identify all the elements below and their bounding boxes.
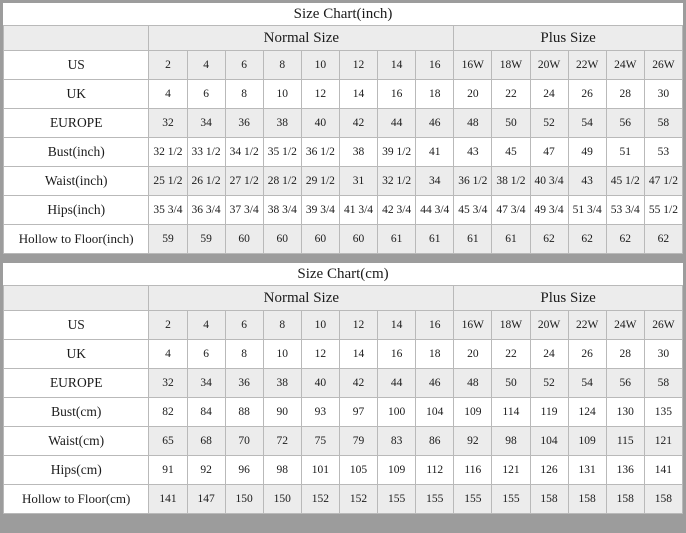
cell: 31 <box>339 167 377 196</box>
cell: 18 <box>416 80 454 109</box>
cell: 92 <box>187 456 225 485</box>
cell: 91 <box>149 456 187 485</box>
row-label: Hollow to Floor(inch) <box>4 225 149 254</box>
cell: 16 <box>378 340 416 369</box>
table-row <box>4 456 683 485</box>
cell: 58 <box>644 369 682 398</box>
cell: 59 <box>187 225 225 254</box>
group-row-corner <box>4 286 149 311</box>
cell: 86 <box>416 427 454 456</box>
cell: 48 <box>454 109 492 138</box>
cell: 34 <box>187 109 225 138</box>
cell: 22W <box>568 51 606 80</box>
group-normal-size: Normal Size <box>149 286 454 311</box>
cell: 26 <box>568 340 606 369</box>
table-row <box>4 109 683 138</box>
cell: 35 3/4 <box>149 196 187 225</box>
cell: 158 <box>644 485 682 514</box>
cell: 68 <box>187 427 225 456</box>
cell: 124 <box>568 398 606 427</box>
cell: 18 <box>416 340 454 369</box>
chart-title-row <box>4 3 683 26</box>
cell: 130 <box>606 398 644 427</box>
cell: 8 <box>225 80 263 109</box>
cell: 98 <box>263 456 301 485</box>
cell: 43 <box>568 167 606 196</box>
cell: 36 3/4 <box>187 196 225 225</box>
cell: 44 <box>378 109 416 138</box>
cell: 26 <box>568 80 606 109</box>
cell: 60 <box>339 225 377 254</box>
cell: 10 <box>263 340 301 369</box>
cell: 36 <box>225 109 263 138</box>
cell: 61 <box>416 225 454 254</box>
size-chart-cm <box>3 263 683 514</box>
cell: 35 1/2 <box>263 138 301 167</box>
cell: 39 3/4 <box>301 196 339 225</box>
cell: 10 <box>263 80 301 109</box>
table-row <box>4 80 683 109</box>
cell: 22W <box>568 311 606 340</box>
cell: 105 <box>339 456 377 485</box>
table-row <box>4 51 683 80</box>
cell: 26W <box>644 311 682 340</box>
cell: 136 <box>606 456 644 485</box>
cell: 32 <box>149 369 187 398</box>
cell: 47 <box>530 138 568 167</box>
cell: 12 <box>301 80 339 109</box>
cell: 55 1/2 <box>644 196 682 225</box>
cell: 37 3/4 <box>225 196 263 225</box>
cell: 121 <box>644 427 682 456</box>
cell: 150 <box>225 485 263 514</box>
cell: 14 <box>378 311 416 340</box>
cell: 10 <box>301 51 339 80</box>
cell: 53 <box>644 138 682 167</box>
cell: 16 <box>416 51 454 80</box>
cell: 34 <box>416 167 454 196</box>
cell: 70 <box>225 427 263 456</box>
cell: 36 1/2 <box>301 138 339 167</box>
chart-divider <box>0 254 686 260</box>
cell: 155 <box>378 485 416 514</box>
size-chart-inch <box>3 3 683 254</box>
cell: 155 <box>492 485 530 514</box>
cell: 16 <box>416 311 454 340</box>
cell: 51 <box>606 138 644 167</box>
cell: 4 <box>187 311 225 340</box>
cell: 16W <box>454 51 492 80</box>
cell: 32 1/2 <box>149 138 187 167</box>
cell: 114 <box>492 398 530 427</box>
cell: 61 <box>492 225 530 254</box>
cell: 4 <box>149 80 187 109</box>
row-label: UK <box>4 340 149 369</box>
cell: 32 1/2 <box>378 167 416 196</box>
cell: 20 <box>454 80 492 109</box>
cell: 135 <box>644 398 682 427</box>
cell: 18W <box>492 51 530 80</box>
cell: 22 <box>492 80 530 109</box>
cell: 14 <box>339 340 377 369</box>
cell: 16W <box>454 311 492 340</box>
group-plus-size: Plus Size <box>454 26 683 51</box>
cell: 38 1/2 <box>492 167 530 196</box>
row-label: UK <box>4 80 149 109</box>
chart-title: Size Chart(inch) <box>4 3 683 26</box>
row-label: Hips(cm) <box>4 456 149 485</box>
cell: 46 <box>416 369 454 398</box>
cell: 30 <box>644 80 682 109</box>
cell: 53 3/4 <box>606 196 644 225</box>
cell: 39 1/2 <box>378 138 416 167</box>
cell: 79 <box>339 427 377 456</box>
cell: 60 <box>301 225 339 254</box>
cell: 104 <box>416 398 454 427</box>
cell: 155 <box>454 485 492 514</box>
cell: 6 <box>225 51 263 80</box>
cell: 52 <box>530 369 568 398</box>
chart-group-row <box>4 26 683 51</box>
cell: 22 <box>492 340 530 369</box>
cell: 24W <box>606 51 644 80</box>
cell: 101 <box>301 456 339 485</box>
table-row <box>4 340 683 369</box>
cell: 72 <box>263 427 301 456</box>
cell: 104 <box>530 427 568 456</box>
table-row <box>4 138 683 167</box>
cell: 83 <box>378 427 416 456</box>
cell: 44 3/4 <box>416 196 454 225</box>
cell: 147 <box>187 485 225 514</box>
cell: 126 <box>530 456 568 485</box>
cell: 24W <box>606 311 644 340</box>
row-label: US <box>4 51 149 80</box>
cell: 50 <box>492 109 530 138</box>
cell: 48 <box>454 369 492 398</box>
cell: 60 <box>263 225 301 254</box>
cell: 96 <box>225 456 263 485</box>
cell: 97 <box>339 398 377 427</box>
cell: 25 1/2 <box>149 167 187 196</box>
cell: 158 <box>530 485 568 514</box>
cell: 158 <box>606 485 644 514</box>
row-label: Waist(inch) <box>4 167 149 196</box>
cell: 20W <box>530 311 568 340</box>
cell: 84 <box>187 398 225 427</box>
row-label: Waist(cm) <box>4 427 149 456</box>
cell: 155 <box>416 485 454 514</box>
cell: 27 1/2 <box>225 167 263 196</box>
cell: 43 <box>454 138 492 167</box>
cell: 109 <box>568 427 606 456</box>
table-row <box>4 225 683 254</box>
cell: 20W <box>530 51 568 80</box>
cell: 24 <box>530 340 568 369</box>
cell: 60 <box>225 225 263 254</box>
cell: 109 <box>378 456 416 485</box>
size-chart-cm-table <box>3 263 683 514</box>
cell: 8 <box>263 311 301 340</box>
cell: 75 <box>301 427 339 456</box>
cell: 4 <box>149 340 187 369</box>
cell: 38 <box>263 109 301 138</box>
cell: 28 1/2 <box>263 167 301 196</box>
cell: 47 1/2 <box>644 167 682 196</box>
cell: 32 <box>149 109 187 138</box>
table-row <box>4 485 683 514</box>
cell: 45 1/2 <box>606 167 644 196</box>
cell: 90 <box>263 398 301 427</box>
cell: 2 <box>149 51 187 80</box>
cell: 26 1/2 <box>187 167 225 196</box>
table-row <box>4 196 683 225</box>
cell: 61 <box>378 225 416 254</box>
cell: 36 1/2 <box>454 167 492 196</box>
cell: 121 <box>492 456 530 485</box>
cell: 59 <box>149 225 187 254</box>
cell: 40 3/4 <box>530 167 568 196</box>
table-row <box>4 311 683 340</box>
cell: 12 <box>339 311 377 340</box>
chart-title-row <box>4 263 683 286</box>
row-label: US <box>4 311 149 340</box>
cell: 54 <box>568 109 606 138</box>
cell: 56 <box>606 369 644 398</box>
cell: 62 <box>530 225 568 254</box>
cell: 33 1/2 <box>187 138 225 167</box>
cell: 158 <box>568 485 606 514</box>
cell: 30 <box>644 340 682 369</box>
row-label: Hollow to Floor(cm) <box>4 485 149 514</box>
cell: 14 <box>378 51 416 80</box>
cell: 16 <box>378 80 416 109</box>
cell: 41 <box>416 138 454 167</box>
cell: 42 <box>339 109 377 138</box>
cell: 20 <box>454 340 492 369</box>
cell: 8 <box>225 340 263 369</box>
cell: 93 <box>301 398 339 427</box>
cell: 62 <box>606 225 644 254</box>
cell: 42 3/4 <box>378 196 416 225</box>
cell: 26W <box>644 51 682 80</box>
cell: 88 <box>225 398 263 427</box>
cell: 44 <box>378 369 416 398</box>
table-row <box>4 369 683 398</box>
cell: 141 <box>149 485 187 514</box>
cell: 150 <box>263 485 301 514</box>
row-label: Bust(inch) <box>4 138 149 167</box>
cell: 58 <box>644 109 682 138</box>
cell: 47 3/4 <box>492 196 530 225</box>
cell: 40 <box>301 109 339 138</box>
cell: 56 <box>606 109 644 138</box>
cell: 14 <box>339 80 377 109</box>
cell: 4 <box>187 51 225 80</box>
cell: 98 <box>492 427 530 456</box>
cell: 41 3/4 <box>339 196 377 225</box>
cell: 116 <box>454 456 492 485</box>
cell: 131 <box>568 456 606 485</box>
cell: 52 <box>530 109 568 138</box>
cell: 112 <box>416 456 454 485</box>
cell: 6 <box>225 311 263 340</box>
size-chart-inch-table <box>3 3 683 254</box>
cell: 62 <box>644 225 682 254</box>
table-row <box>4 398 683 427</box>
group-normal-size: Normal Size <box>149 26 454 51</box>
cell: 109 <box>454 398 492 427</box>
cell: 28 <box>606 340 644 369</box>
group-plus-size: Plus Size <box>454 286 683 311</box>
cell: 38 <box>263 369 301 398</box>
cell: 46 <box>416 109 454 138</box>
cell: 152 <box>339 485 377 514</box>
cell: 24 <box>530 80 568 109</box>
cell: 54 <box>568 369 606 398</box>
cell: 141 <box>644 456 682 485</box>
cell: 10 <box>301 311 339 340</box>
cell: 65 <box>149 427 187 456</box>
cell: 12 <box>301 340 339 369</box>
cell: 119 <box>530 398 568 427</box>
cell: 34 <box>187 369 225 398</box>
cell: 36 <box>225 369 263 398</box>
cell: 38 3/4 <box>263 196 301 225</box>
cell: 92 <box>454 427 492 456</box>
table-row <box>4 167 683 196</box>
row-label: EUROPE <box>4 109 149 138</box>
cell: 42 <box>339 369 377 398</box>
cell: 49 <box>568 138 606 167</box>
cell: 12 <box>339 51 377 80</box>
cell: 28 <box>606 80 644 109</box>
row-label: Bust(cm) <box>4 398 149 427</box>
cell: 45 <box>492 138 530 167</box>
cell: 62 <box>568 225 606 254</box>
cell: 6 <box>187 340 225 369</box>
chart-title: Size Chart(cm) <box>4 263 683 286</box>
cell: 6 <box>187 80 225 109</box>
group-row-corner <box>4 26 149 51</box>
row-label: Hips(inch) <box>4 196 149 225</box>
cell: 100 <box>378 398 416 427</box>
cell: 8 <box>263 51 301 80</box>
cell: 45 3/4 <box>454 196 492 225</box>
chart-group-row <box>4 286 683 311</box>
cell: 82 <box>149 398 187 427</box>
cell: 38 <box>339 138 377 167</box>
cell: 34 1/2 <box>225 138 263 167</box>
row-label: EUROPE <box>4 369 149 398</box>
cell: 18W <box>492 311 530 340</box>
cell: 2 <box>149 311 187 340</box>
cell: 61 <box>454 225 492 254</box>
cell: 49 3/4 <box>530 196 568 225</box>
cell: 29 1/2 <box>301 167 339 196</box>
cell: 51 3/4 <box>568 196 606 225</box>
table-row <box>4 427 683 456</box>
cell: 50 <box>492 369 530 398</box>
cell: 115 <box>606 427 644 456</box>
cell: 40 <box>301 369 339 398</box>
cell: 152 <box>301 485 339 514</box>
